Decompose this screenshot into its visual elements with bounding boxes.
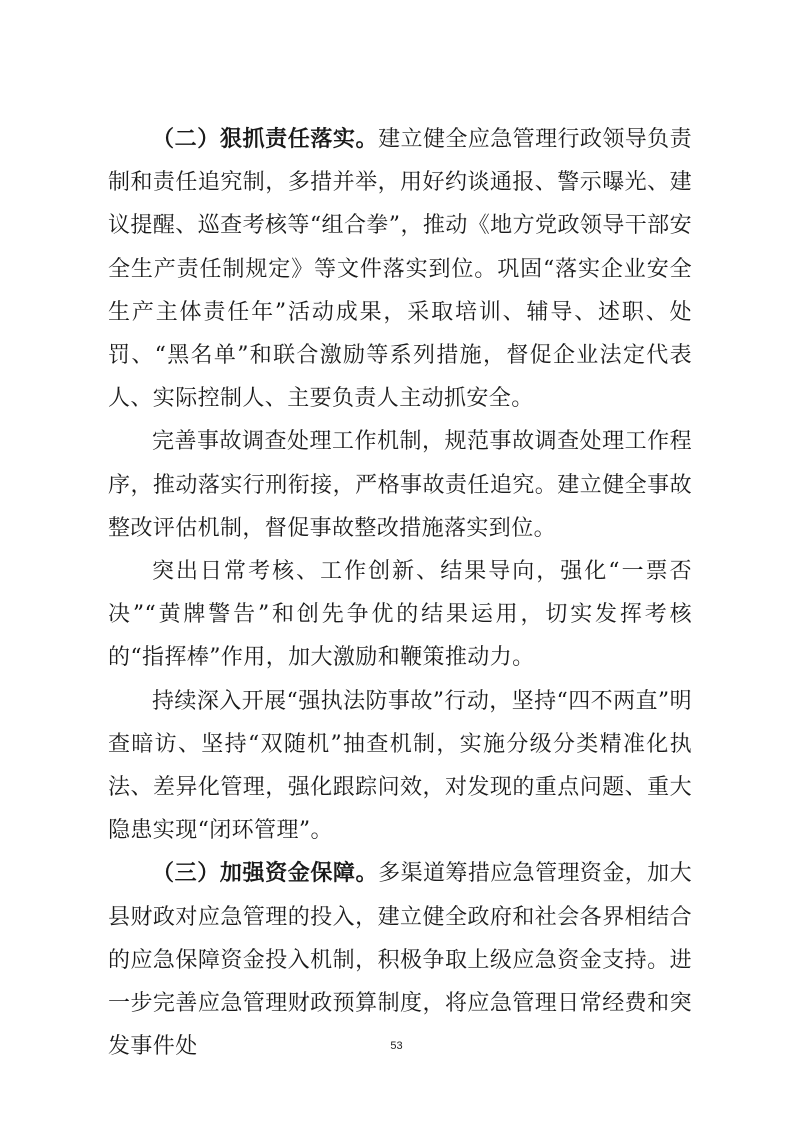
paragraph-funding bbox=[108, 852, 692, 1068]
page-number: 53 bbox=[390, 1040, 403, 1052]
paragraph-assessment bbox=[108, 550, 692, 680]
paragraph-enforcement bbox=[108, 680, 692, 853]
body-text bbox=[108, 118, 692, 1068]
paragraph-text: 持续深入开展“强执法防事故”行动，坚持“四不两直”明查暗访、坚持“双随机”抽查机制，实施分级分类精准化执法、差异化管理，强化跟踪问效，对发现的重点问题、重大隐患实现“闭环管理”。 bbox=[108, 688, 692, 844]
section-heading-funding: （三）加强资金保障。 bbox=[152, 861, 379, 887]
paragraph-accident-investigation bbox=[108, 420, 692, 550]
section-heading-responsibility: （二）狠抓责任落实。 bbox=[152, 127, 379, 152]
paragraph-text: 突出日常考核、工作创新、结果导向，强化“一票否决”“黄牌警告”和创先争优的结果运用，切实发挥考核的“指挥棒”作用，加大激励和鞭策推动力。 bbox=[108, 559, 692, 671]
paragraph-text: 建立健全应急管理行政领导负责制和责任追究制，多措并举，用好约谈通报、警示曝光、建议提醒、巡查考核等“组合拳”，推动《地方党政领导干部安全生产责任制规定》等文件落实到位。巩固“落实企业安全生产主体责任年”活动成果，采取培训、辅导、述职、处罚、“黑名单”和联合激励等系列措施，督促企业法定代表人、实际控制人、主要负责人主动抓安全。 bbox=[108, 127, 692, 412]
paragraph-text: 完善事故调查处理工作机制，规范事故调查处理工作程序，推动落实行刑衔接，严格事故责任追究。建立健全事故整改评估机制，督促事故整改措施落实到位。 bbox=[108, 429, 692, 541]
paragraph-text: 多渠道筹措应急管理资金，加大县财政对应急管理的投入，建立健全政府和社会各界相结合的应急保障资金投入机制，积极争取上级应急资金支持。进一步完善应急管理财政预算制度，将应急管理日常经费和突发事件处 bbox=[108, 861, 692, 1060]
paragraph-responsibility bbox=[108, 118, 692, 420]
